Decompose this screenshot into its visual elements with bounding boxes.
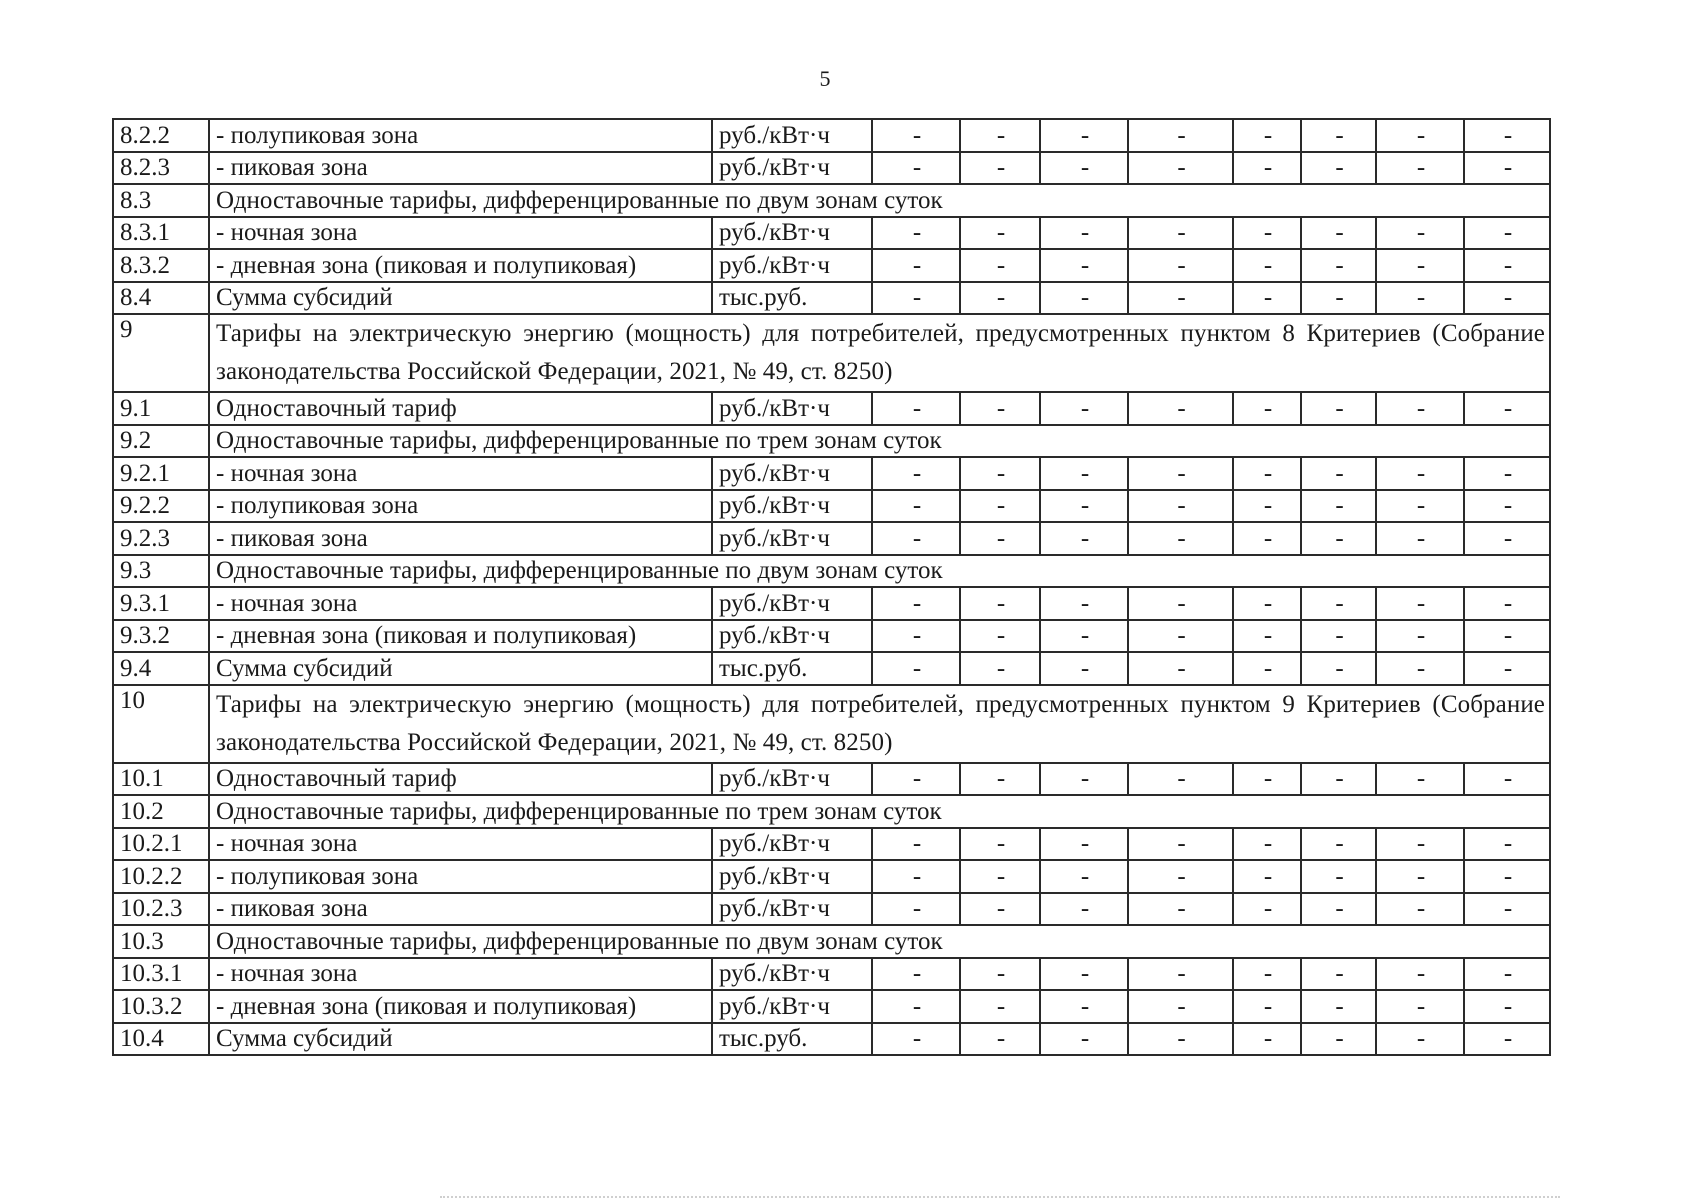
row-label-cell: - пиковая зона (209, 152, 712, 185)
row-number-cell: 8.4 (113, 282, 209, 315)
value-cell: - (1233, 1023, 1301, 1056)
value-cell: - (1233, 587, 1301, 620)
value-cell: - (960, 392, 1040, 425)
value-cell: - (960, 763, 1040, 796)
row-number-cell: 10.2 (113, 795, 209, 828)
value-cell: - (1233, 763, 1301, 796)
row-number-cell: 10.2.2 (113, 860, 209, 893)
value-cell: - (872, 522, 960, 555)
value-cell: - (1376, 860, 1464, 893)
row-number-cell: 9.2.2 (113, 490, 209, 523)
value-cell: - (1376, 1023, 1464, 1056)
value-cell: - (1301, 587, 1376, 620)
row-label-cell: Одноставочные тарифы, дифференцированные по двум зонам суток (209, 555, 1550, 588)
value-cell: - (1464, 522, 1550, 555)
table-row (113, 652, 1550, 685)
value-cell: - (1376, 587, 1464, 620)
row-label-cell: - дневная зона (пиковая и полупиковая) (209, 620, 712, 653)
row-label-cell: Одноставочные тарифы, дифференцированные по трем зонам суток (209, 425, 1550, 458)
row-number-cell: 10.2.1 (113, 828, 209, 861)
value-cell: - (1376, 282, 1464, 315)
unit-cell: руб./кВт·ч (712, 490, 872, 523)
value-cell: - (1128, 457, 1233, 490)
value-cell: - (1040, 392, 1128, 425)
value-cell: - (1301, 490, 1376, 523)
row-label-cell: Тарифы на электрическую энергию (мощность) для потребителей, предусмотренных пунктом 8 Критериев (Собрание законодательства Российской Федерации, 2021, № 49, ст. 8250) (209, 314, 1550, 392)
unit-cell: руб./кВт·ч (712, 249, 872, 282)
value-cell: - (1301, 249, 1376, 282)
value-cell: - (1040, 990, 1128, 1023)
tariff-table (112, 118, 1551, 1056)
value-cell: - (1233, 217, 1301, 250)
unit-cell: руб./кВт·ч (712, 990, 872, 1023)
value-cell: - (872, 1023, 960, 1056)
value-cell: - (1233, 893, 1301, 926)
value-cell: - (872, 490, 960, 523)
row-number-cell: 9.2.1 (113, 457, 209, 490)
value-cell: - (1233, 249, 1301, 282)
value-cell: - (1040, 893, 1128, 926)
row-number-cell: 9.2 (113, 425, 209, 458)
value-cell: - (872, 620, 960, 653)
unit-cell: руб./кВт·ч (712, 587, 872, 620)
unit-cell: руб./кВт·ч (712, 958, 872, 991)
row-label-cell: Сумма субсидий (209, 652, 712, 685)
table-row (113, 620, 1550, 653)
value-cell: - (1128, 587, 1233, 620)
value-cell: - (1464, 1023, 1550, 1056)
value-cell: - (960, 249, 1040, 282)
row-number-cell: 9.3.1 (113, 587, 209, 620)
value-cell: - (1128, 958, 1233, 991)
value-cell: - (1464, 587, 1550, 620)
row-label-cell: - ночная зона (209, 958, 712, 991)
table-row (113, 555, 1550, 588)
value-cell: - (1464, 893, 1550, 926)
unit-cell: руб./кВт·ч (712, 893, 872, 926)
row-label-cell: - пиковая зона (209, 522, 712, 555)
scan-artifact-line (440, 1196, 1560, 1200)
value-cell: - (1376, 522, 1464, 555)
value-cell: - (1376, 652, 1464, 685)
row-label-cell: Тарифы на электрическую энергию (мощность) для потребителей, предусмотренных пунктом 9 Критериев (Собрание законодательства Российской Федерации, 2021, № 49, ст. 8250) (209, 685, 1550, 763)
table-row (113, 795, 1550, 828)
value-cell: - (960, 119, 1040, 152)
value-cell: - (1301, 522, 1376, 555)
value-cell: - (1040, 282, 1128, 315)
value-cell: - (1233, 958, 1301, 991)
value-cell: - (1376, 990, 1464, 1023)
value-cell: - (872, 249, 960, 282)
row-number-cell: 10.2.3 (113, 893, 209, 926)
value-cell: - (1301, 652, 1376, 685)
table-row (113, 119, 1550, 152)
value-cell: - (1376, 893, 1464, 926)
value-cell: - (1128, 1023, 1233, 1056)
row-label-cell: Одноставочные тарифы, дифференцированные по двум зонам суток (209, 184, 1550, 217)
table-row (113, 763, 1550, 796)
row-label-cell: - ночная зона (209, 828, 712, 861)
value-cell: - (960, 990, 1040, 1023)
value-cell: - (872, 392, 960, 425)
value-cell: - (1040, 620, 1128, 653)
value-cell: - (1464, 652, 1550, 685)
value-cell: - (1301, 457, 1376, 490)
unit-cell: руб./кВт·ч (712, 860, 872, 893)
value-cell: - (1128, 282, 1233, 315)
row-number-cell: 10.3.2 (113, 990, 209, 1023)
row-number-cell: 9.2.3 (113, 522, 209, 555)
row-label-cell: Сумма субсидий (209, 1023, 712, 1056)
value-cell: - (1301, 152, 1376, 185)
value-cell: - (1464, 152, 1550, 185)
row-label-cell: Сумма субсидий (209, 282, 712, 315)
value-cell: - (1233, 457, 1301, 490)
value-cell: - (872, 763, 960, 796)
value-cell: - (1128, 392, 1233, 425)
row-label-cell: Одноставочный тариф (209, 763, 712, 796)
row-label-cell: Одноставочный тариф (209, 392, 712, 425)
table-row (113, 392, 1550, 425)
row-number-cell: 8.3 (113, 184, 209, 217)
row-number-cell: 9 (113, 314, 209, 392)
value-cell: - (1233, 282, 1301, 315)
value-cell: - (1233, 860, 1301, 893)
table-row (113, 522, 1550, 555)
table-row (113, 425, 1550, 458)
value-cell: - (1128, 828, 1233, 861)
value-cell: - (1233, 490, 1301, 523)
value-cell: - (1376, 392, 1464, 425)
value-cell: - (1376, 249, 1464, 282)
table-row (113, 828, 1550, 861)
value-cell: - (872, 217, 960, 250)
value-cell: - (1376, 958, 1464, 991)
row-number-cell: 9.1 (113, 392, 209, 425)
row-label-cell: Одноставочные тарифы, дифференцированные по трем зонам суток (209, 795, 1550, 828)
value-cell: - (1376, 217, 1464, 250)
value-cell: - (1128, 249, 1233, 282)
unit-cell: руб./кВт·ч (712, 522, 872, 555)
unit-cell: руб./кВт·ч (712, 457, 872, 490)
value-cell: - (1040, 457, 1128, 490)
value-cell: - (1464, 392, 1550, 425)
row-label-cell: - полупиковая зона (209, 860, 712, 893)
unit-cell: руб./кВт·ч (712, 152, 872, 185)
value-cell: - (1464, 119, 1550, 152)
value-cell: - (1040, 522, 1128, 555)
value-cell: - (1464, 860, 1550, 893)
value-cell: - (1301, 893, 1376, 926)
value-cell: - (1128, 860, 1233, 893)
value-cell: - (1464, 620, 1550, 653)
value-cell: - (1128, 119, 1233, 152)
value-cell: - (1233, 152, 1301, 185)
table-row (113, 958, 1550, 991)
value-cell: - (1128, 522, 1233, 555)
value-cell: - (1301, 828, 1376, 861)
value-cell: - (1301, 1023, 1376, 1056)
row-label-cell: - ночная зона (209, 457, 712, 490)
value-cell: - (1128, 217, 1233, 250)
value-cell: - (1301, 763, 1376, 796)
value-cell: - (1233, 522, 1301, 555)
row-number-cell: 9.3.2 (113, 620, 209, 653)
value-cell: - (1301, 860, 1376, 893)
value-cell: - (1301, 282, 1376, 315)
value-cell: - (1464, 958, 1550, 991)
table-row (113, 217, 1550, 250)
unit-cell: руб./кВт·ч (712, 620, 872, 653)
unit-cell: руб./кВт·ч (712, 763, 872, 796)
table-row (113, 184, 1550, 217)
table-row (113, 860, 1550, 893)
value-cell: - (1040, 860, 1128, 893)
table-row (113, 490, 1550, 523)
value-cell: - (872, 828, 960, 861)
value-cell: - (1464, 457, 1550, 490)
value-cell: - (1376, 763, 1464, 796)
tariff-table-body (113, 119, 1550, 1055)
value-cell: - (1128, 620, 1233, 653)
value-cell: - (872, 457, 960, 490)
value-cell: - (1040, 587, 1128, 620)
row-label-cell: - пиковая зона (209, 893, 712, 926)
row-label-cell: - полупиковая зона (209, 490, 712, 523)
value-cell: - (872, 990, 960, 1023)
value-cell: - (1464, 282, 1550, 315)
value-cell: - (1233, 119, 1301, 152)
table-row (113, 893, 1550, 926)
row-number-cell: 8.2.3 (113, 152, 209, 185)
row-number-cell: 10.3 (113, 925, 209, 958)
table-row (113, 925, 1550, 958)
value-cell: - (1040, 490, 1128, 523)
row-number-cell: 10.4 (113, 1023, 209, 1056)
value-cell: - (1376, 620, 1464, 653)
table-row (113, 314, 1550, 392)
value-cell: - (1464, 490, 1550, 523)
value-cell: - (1301, 119, 1376, 152)
value-cell: - (1376, 152, 1464, 185)
value-cell: - (1233, 620, 1301, 653)
value-cell: - (960, 1023, 1040, 1056)
row-label-cell: - ночная зона (209, 217, 712, 250)
row-label-cell: Одноставочные тарифы, дифференцированные по двум зонам суток (209, 925, 1550, 958)
value-cell: - (1301, 620, 1376, 653)
value-cell: - (872, 860, 960, 893)
table-row (113, 457, 1550, 490)
value-cell: - (1376, 119, 1464, 152)
unit-cell: тыс.руб. (712, 652, 872, 685)
row-number-cell: 10.3.1 (113, 958, 209, 991)
value-cell: - (960, 620, 1040, 653)
value-cell: - (872, 119, 960, 152)
value-cell: - (1040, 249, 1128, 282)
value-cell: - (1128, 490, 1233, 523)
value-cell: - (1376, 828, 1464, 861)
value-cell: - (1128, 763, 1233, 796)
row-number-cell: 9.3 (113, 555, 209, 588)
row-number-cell: 10.1 (113, 763, 209, 796)
table-row (113, 249, 1550, 282)
value-cell: - (1128, 652, 1233, 685)
value-cell: - (1233, 828, 1301, 861)
value-cell: - (960, 828, 1040, 861)
row-number-cell: 8.2.2 (113, 119, 209, 152)
value-cell: - (960, 860, 1040, 893)
value-cell: - (1233, 392, 1301, 425)
value-cell: - (1040, 958, 1128, 991)
row-label-cell: - дневная зона (пиковая и полупиковая) (209, 990, 712, 1023)
unit-cell: руб./кВт·ч (712, 119, 872, 152)
value-cell: - (1233, 990, 1301, 1023)
row-label-cell: - дневная зона (пиковая и полупиковая) (209, 249, 712, 282)
row-number-cell: 8.3.1 (113, 217, 209, 250)
value-cell: - (960, 522, 1040, 555)
value-cell: - (1040, 152, 1128, 185)
value-cell: - (872, 282, 960, 315)
row-number-cell: 9.4 (113, 652, 209, 685)
value-cell: - (1040, 763, 1128, 796)
value-cell: - (960, 587, 1040, 620)
value-cell: - (960, 490, 1040, 523)
unit-cell: руб./кВт·ч (712, 828, 872, 861)
value-cell: - (1301, 217, 1376, 250)
row-number-cell: 10 (113, 685, 209, 763)
value-cell: - (960, 457, 1040, 490)
row-number-cell: 8.3.2 (113, 249, 209, 282)
value-cell: - (960, 152, 1040, 185)
value-cell: - (1040, 828, 1128, 861)
value-cell: - (1040, 119, 1128, 152)
unit-cell: руб./кВт·ч (712, 217, 872, 250)
value-cell: - (1301, 392, 1376, 425)
page-number: 5 (819, 66, 831, 91)
table-row (113, 152, 1550, 185)
value-cell: - (872, 958, 960, 991)
unit-cell: тыс.руб. (712, 1023, 872, 1056)
value-cell: - (872, 587, 960, 620)
value-cell: - (1464, 828, 1550, 861)
row-label-cell: - ночная зона (209, 587, 712, 620)
value-cell: - (1040, 217, 1128, 250)
row-label-cell: - полупиковая зона (209, 119, 712, 152)
value-cell: - (872, 152, 960, 185)
value-cell: - (1464, 249, 1550, 282)
table-row (113, 685, 1550, 763)
value-cell: - (1128, 893, 1233, 926)
table-row (113, 587, 1550, 620)
value-cell: - (872, 652, 960, 685)
value-cell: - (1464, 763, 1550, 796)
value-cell: - (1128, 990, 1233, 1023)
value-cell: - (960, 893, 1040, 926)
value-cell: - (1464, 990, 1550, 1023)
unit-cell: руб./кВт·ч (712, 392, 872, 425)
value-cell: - (1128, 152, 1233, 185)
value-cell: - (1376, 457, 1464, 490)
table-row (113, 990, 1550, 1023)
value-cell: - (1301, 990, 1376, 1023)
value-cell: - (960, 958, 1040, 991)
value-cell: - (1040, 652, 1128, 685)
value-cell: - (960, 217, 1040, 250)
table-row (113, 282, 1550, 315)
table-row (113, 1023, 1550, 1056)
value-cell: - (1040, 1023, 1128, 1056)
value-cell: - (960, 652, 1040, 685)
value-cell: - (960, 282, 1040, 315)
value-cell: - (1464, 217, 1550, 250)
value-cell: - (1376, 490, 1464, 523)
value-cell: - (1233, 652, 1301, 685)
unit-cell: тыс.руб. (712, 282, 872, 315)
value-cell: - (1301, 958, 1376, 991)
value-cell: - (872, 893, 960, 926)
